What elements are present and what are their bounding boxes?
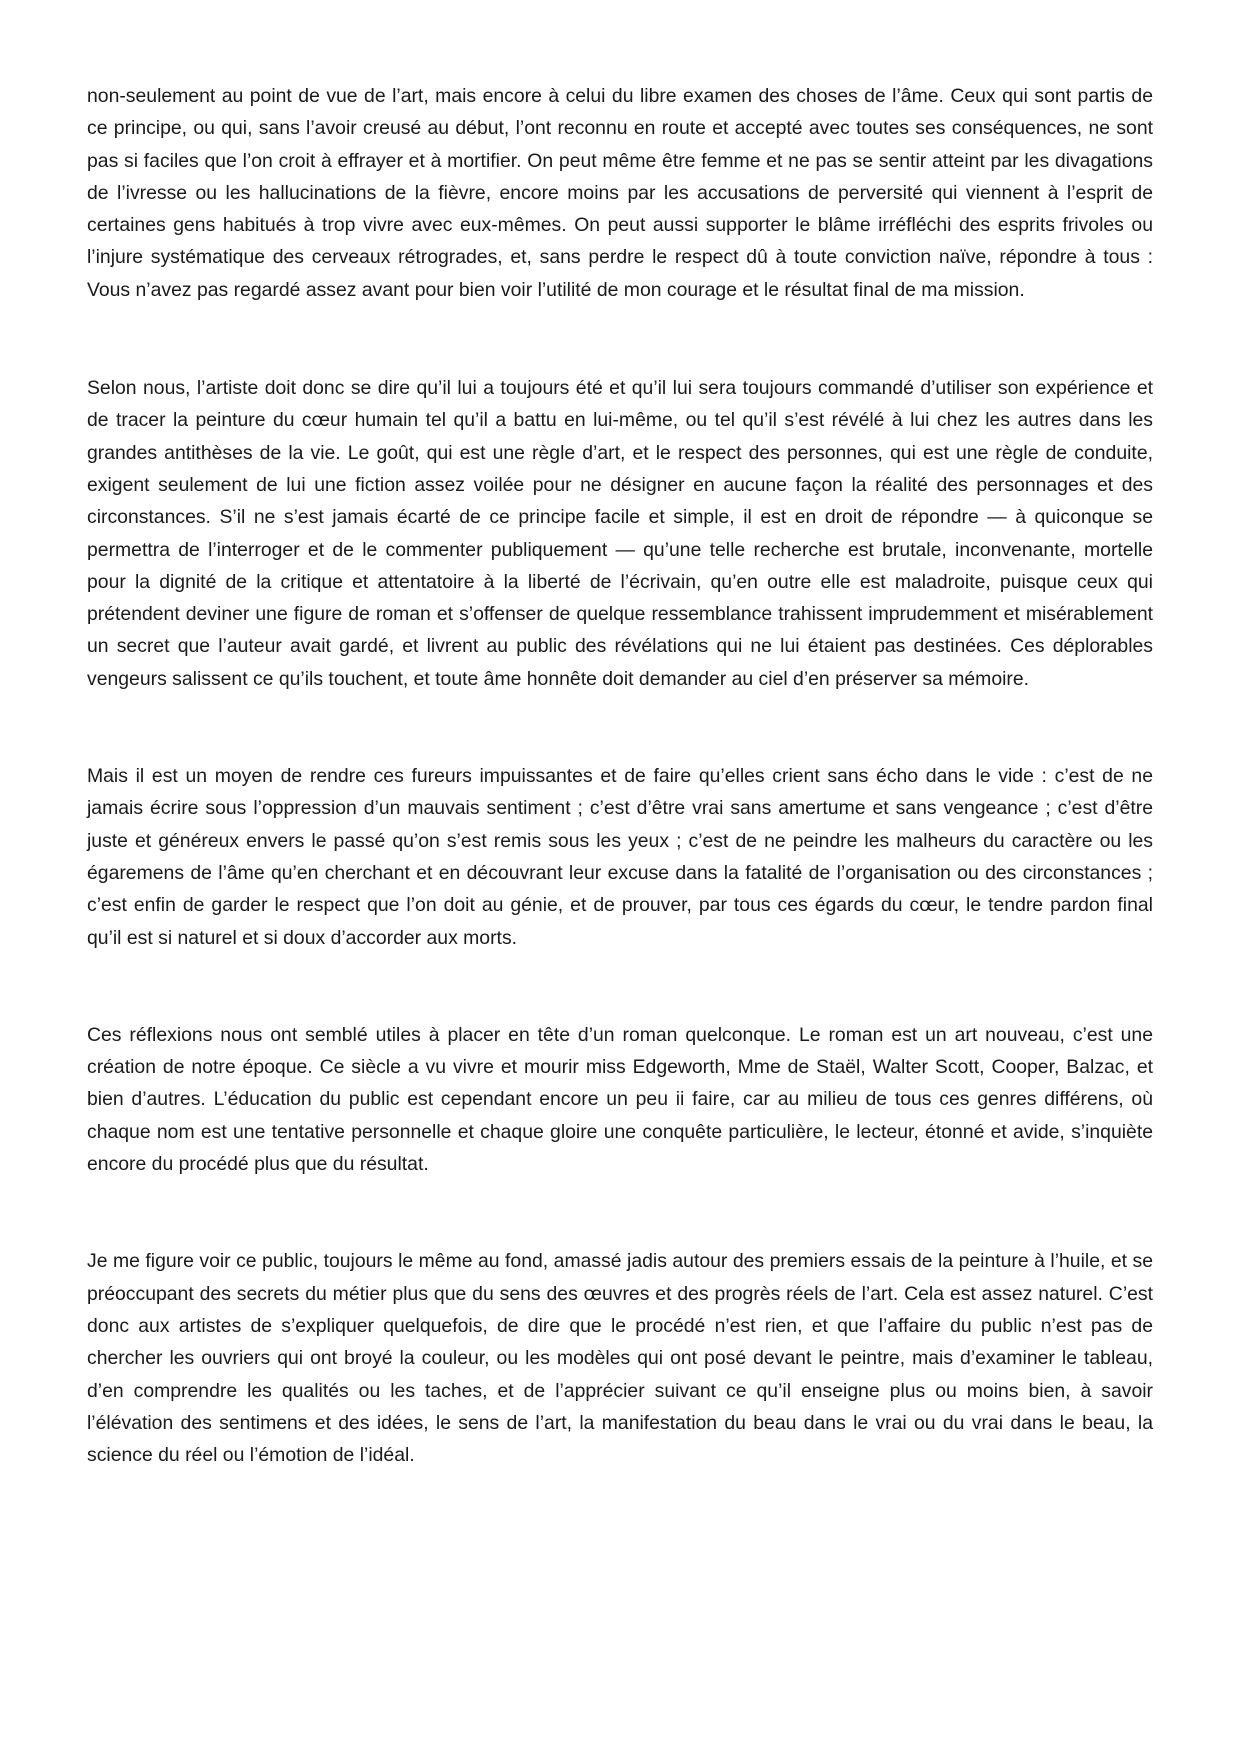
paragraph-4: Ces réflexions nous ont semblé utiles à placer en tête d’un roman quelconque. Le roman est un art nouveau, c’est une création de notre époque. Ce siècle a vu vivre et mourir miss Edgeworth, Mme de Staël, Walter Scott, Cooper, Balzac, et bien d’autres. L’éducation du public est cependant encore un peu ii faire, car au milieu de tous ces genres différens, où chaque nom est une tentative personnelle et chaque gloire une conquête particulière, le lecteur, étonné et avide, s’inquiète encore du procédé plus que du résultat. (87, 1023, 1153, 1176)
paragraph-5: Je me figure voir ce public, toujours le même au fond, amassé jadis autour des premiers essais de la peinture à l’huile, et se préoccupant des secrets du métier plus que du sens des œuvres et des progrès réels de l’art. Cela est assez naturel. C’est donc aux artistes de s’expliquer quelquefois, de dire que le procédé n’est rien, et que l’affaire du public n’est pas de chercher les ouvriers qui ont broyé la couleur, ou les modèles qui ont posé devant le peintre, mais d’examiner le tableau, d’en comprendre les qualités ou les taches, et de l’apprécier suivant ce qu’il enseigne plus ou moins bien, à savoir l’élévation des sentimens et des idées, le sens de l’art, la manifestation du beau dans le vrai ou du vrai dans le beau, la science du réel ou l’émotion de l’idéal. (87, 1250, 1153, 1467)
paragraph-2: Selon nous, l’artiste doit donc se dire qu’il lui a toujours été et qu’il lui sera toujours commandé d’utiliser son expérience et de tracer la peinture du cœur humain tel qu’il a battu en lui-même, ou tel qu’il s’est révélé à lui chez les autres dans les grandes antithèses de la vie. Le goût, qui est une règle d’art, et le respect des personnes, qui est une règle de conduite, exigent seulement de lui une fiction assez voilée pour ne désigner en aucune façon la réalité des personnages et des circonstances. S’il ne s’est jamais écarté de ce principe facile et simple, il est en droit de répondre — à quiconque se permettra de l’interroger et de le commenter publiquement — qu’une telle recherche est brutale, inconvenante, mortelle pour la dignité de la critique et attentatoire à la liberté de l’écrivain, qu’en outre elle est maladroite, puisque ceux qui prétendent deviner une figure de roman et s’offenser de quelque ressemblance trahissent imprudemment et misérablement un secret que l’auteur avait gardé, et livrent au public des révélations qui ne lui étaient pas destinées. Ces déplorables vengeurs salissent ce qu’ils touchent, et toute âme honnête doit demander au ciel d’en préserver sa mémoire. (87, 377, 1153, 690)
document-page (87, 80, 1153, 1536)
paragraph-3: Mais il est un moyen de rendre ces fureurs impuissantes et de faire qu’elles crient sans écho dans le vide : c’est de ne jamais écrire sous l’oppression d’un mauvais sentiment ; c’est d’être vrai sans amertume et sans vengeance ; c’est d’être juste et généreux envers le passé qu’on s’est remis sous les yeux ; c’est de ne peindre les malheurs du caractère ou les égaremens de l’âme qu’en cherchant et en découvrant leur excuse dans la fatalité de l’organisation ou des circonstances ; c’est enfin de garder le respect que l’on doit au génie, et de prouver, par tous ces égards du cœur, le tendre pardon final qu’il est si naturel et si doux d’accorder aux morts. (87, 765, 1153, 949)
paragraph-1: non-seulement au point de vue de l’art, mais encore à celui du libre examen des choses de l’âme. Ceux qui sont partis de ce principe, ou qui, sans l’avoir creusé au début, l’ont reconnu en route et accepté avec toutes ses conséquences, ne sont pas si faciles que l’on croit à effrayer et à mortifier. On peut même être femme et ne pas se sentir atteint par les divagations de l’ivresse ou les hallucinations de la fièvre, encore moins par les accusations de perversité qui viennent à l’esprit de certaines gens habitués à trop vivre avec eux-mêmes. On peut aussi supporter le blâme irréfléchi des esprits frivoles ou l’injure systématique des cerveaux rétrogrades, et, sans perdre le respect dû à toute conviction naïve, répondre à tous : Vous n’avez pas regardé assez avant pour bien voir l’utilité de mon courage et le résultat final de ma mission. (87, 85, 1153, 301)
